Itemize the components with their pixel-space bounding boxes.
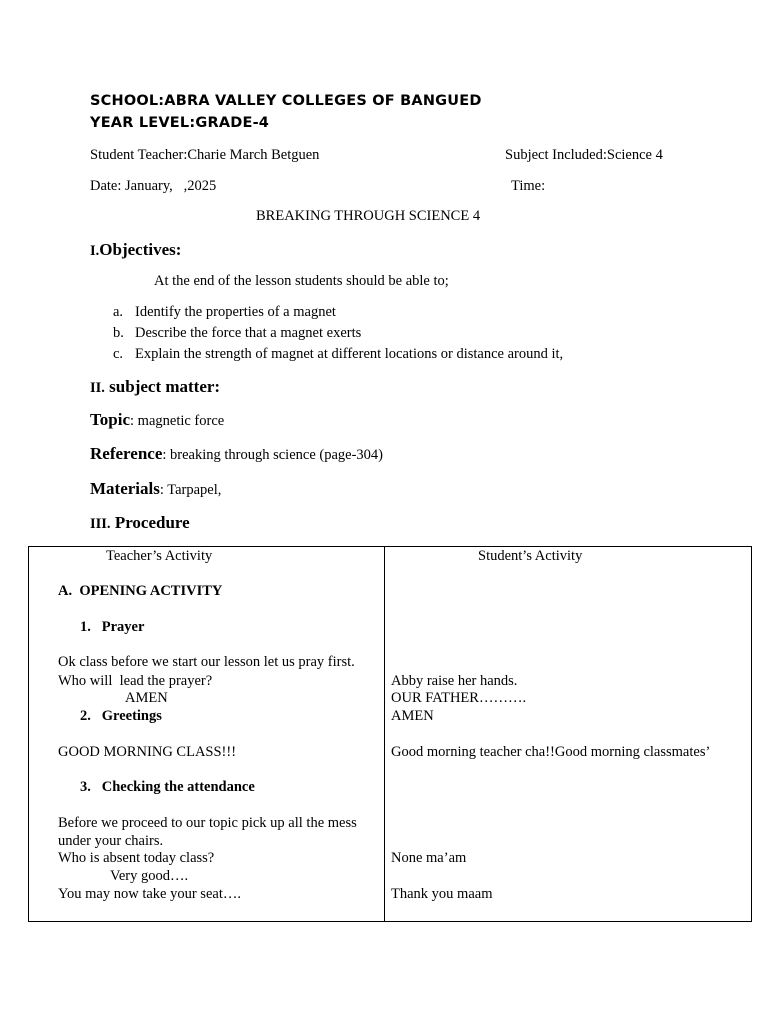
procedure-heading bbox=[90, 513, 190, 533]
reference-line bbox=[90, 444, 383, 464]
teacher-activity-cell bbox=[29, 547, 385, 922]
topic-label: Topic bbox=[90, 410, 131, 429]
teacher-activity-header: Teacher’s Activity bbox=[106, 548, 213, 564]
subject-matter-label: subject matter: bbox=[104, 377, 221, 396]
subject-matter-heading bbox=[90, 377, 220, 397]
objective-item-b: Describe the force that a magnet exerts bbox=[135, 325, 362, 341]
date: Date: January, ,2025 bbox=[90, 178, 217, 194]
teacher-attendance-line-4: Very good…. bbox=[110, 868, 189, 884]
student-teacher: Student Teacher:Charie March Betguen bbox=[90, 147, 320, 163]
subject-included: Subject Included:Science 4 bbox=[505, 147, 663, 163]
topic-line bbox=[90, 410, 224, 430]
time: Time: bbox=[511, 178, 546, 194]
document-title: BREAKING THROUGH SCIENCE 4 bbox=[256, 208, 481, 224]
student-thanks: Thank you maam bbox=[391, 886, 493, 902]
school-name: SCHOOL:ABRA VALLEY COLLEGES OF BANGUED bbox=[90, 93, 482, 109]
teacher-attendance-line-5: You may now take your seat…. bbox=[58, 886, 241, 902]
student-activity-header: Student’s Activity bbox=[478, 548, 583, 564]
year-level: YEAR LEVEL:GRADE-4 bbox=[90, 115, 270, 131]
student-prayer-line-1: Abby raise her hands. bbox=[391, 673, 518, 689]
student-absent-reply: None ma’am bbox=[391, 850, 467, 866]
opening-activity-heading: A. OPENING ACTIVITY bbox=[58, 583, 223, 599]
objective-marker-a: a. bbox=[113, 304, 124, 320]
student-prayer-line-2: OUR FATHER………. bbox=[391, 690, 527, 706]
student-activity-cell bbox=[385, 547, 752, 922]
objective-marker-b: b. bbox=[113, 325, 124, 341]
student-prayer-line-3: AMEN bbox=[391, 708, 434, 724]
reference-value: : breaking through science (page-304) bbox=[162, 447, 383, 463]
procedure-label: Procedure bbox=[110, 513, 190, 532]
objectives-intro: At the end of the lesson students should be able to; bbox=[154, 273, 449, 289]
reference-label: Reference bbox=[90, 444, 163, 463]
teacher-greeting: GOOD MORNING CLASS!!! bbox=[58, 744, 237, 760]
objectives-number: I. bbox=[90, 243, 100, 259]
materials-label: Materials bbox=[90, 479, 160, 498]
prayer-heading: 1. Prayer bbox=[80, 619, 145, 635]
subject-matter-number: II. bbox=[90, 380, 105, 396]
greetings-heading: 2. Greetings bbox=[80, 708, 162, 724]
topic-value: : magnetic force bbox=[130, 413, 225, 429]
teacher-prayer-line-2: Who will lead the prayer? bbox=[58, 673, 213, 689]
attendance-heading: 3. Checking the attendance bbox=[80, 779, 255, 795]
materials-value: : Tarpapel, bbox=[159, 482, 222, 498]
teacher-attendance-line-2: under your chairs. bbox=[58, 833, 164, 849]
procedure-number: III. bbox=[90, 516, 111, 532]
procedure-table bbox=[28, 546, 752, 922]
materials-line bbox=[90, 479, 221, 499]
teacher-amen: AMEN bbox=[125, 690, 168, 706]
teacher-attendance-line-3: Who is absent today class? bbox=[58, 850, 215, 866]
teacher-attendance-line-1: Before we proceed to our topic pick up all the mess bbox=[58, 815, 357, 831]
objective-item-c: Explain the strength of magnet at different locations or distance around it, bbox=[135, 346, 564, 362]
objective-item-a: Identify the properties of a magnet bbox=[135, 304, 336, 320]
objectives-heading bbox=[90, 240, 181, 260]
student-greeting: Good morning teacher cha!!Good morning classmates’ bbox=[391, 744, 711, 760]
objectives-label: Objectives: bbox=[99, 240, 182, 259]
objective-marker-c: c. bbox=[113, 346, 124, 362]
teacher-prayer-line-1: Ok class before we start our lesson let us pray first. bbox=[58, 654, 355, 670]
